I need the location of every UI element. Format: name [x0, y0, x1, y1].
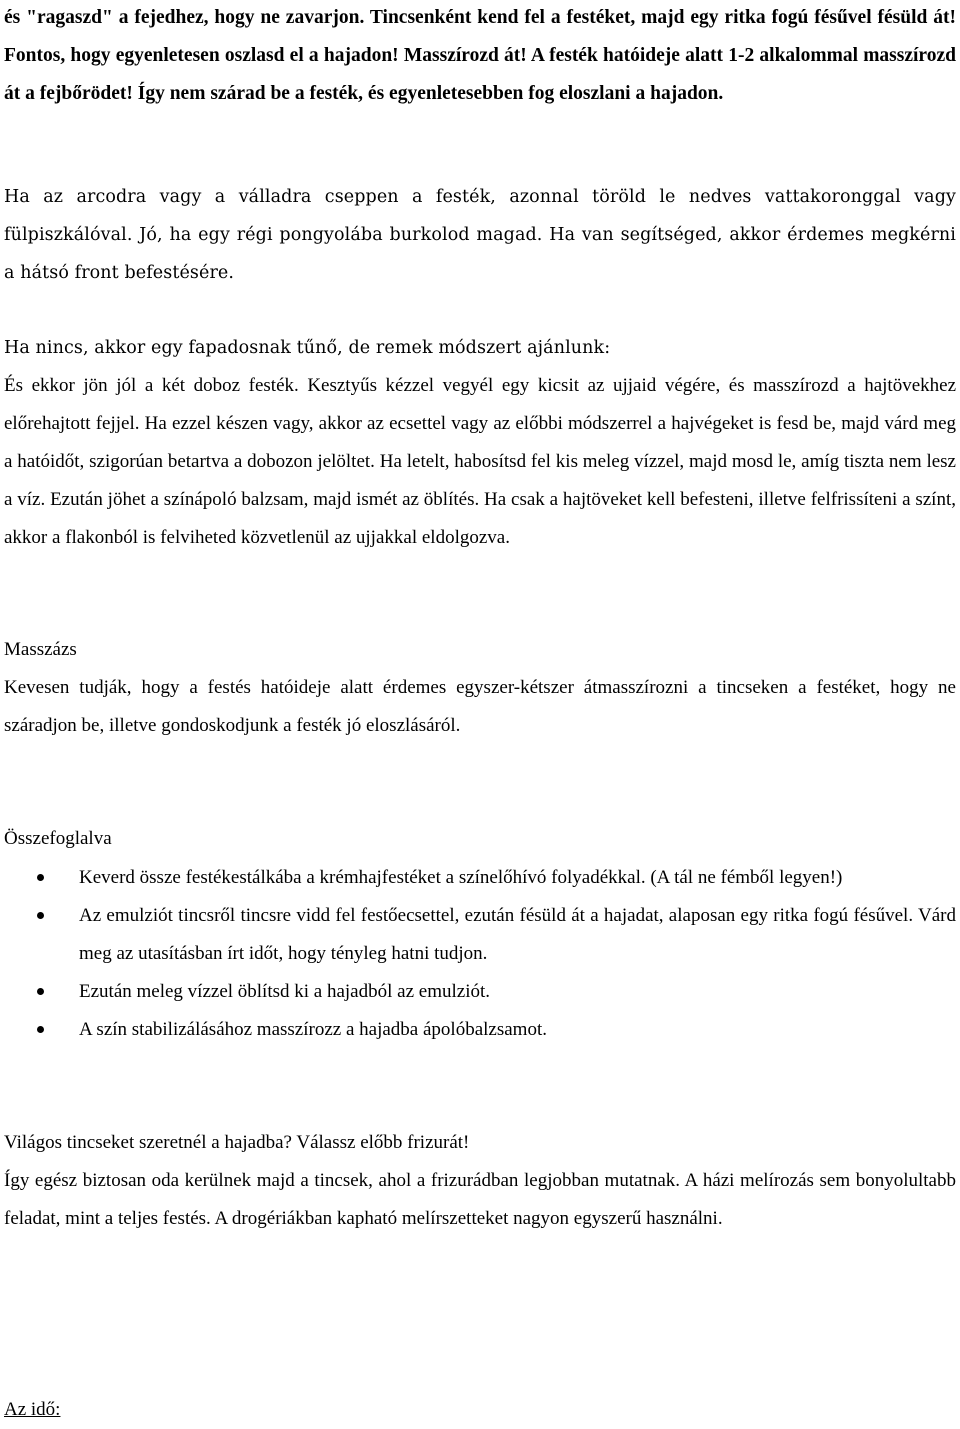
massage-paragraph: Kevesen tudják, hogy a festés hatóideje alatt érdemes egyszer-kétszer átmasszírozni a tincseken a festéket, hogy ne száradjon be, illetve gondoskodjunk a festék jó eloszlásáról.: [4, 677, 956, 736]
list-item-text: A szín stabilizálásához masszírozz a hajadba ápolóbalzsamot.: [79, 1019, 547, 1040]
time-heading: Az idő:: [4, 1399, 61, 1420]
two-boxes-paragraph: És ekkor jön jól a két doboz festék. Kesztyűs kézzel vegyél egy kicsit az ujjaid végére, és masszírozd a hajtövekhez előrehajtott fejjel. Ha ezzel készen vagy, akkor az ecsettel vagy az előbbi módszerrel a hajvégeket is fesd be, majd várd meg a hatóidőt, szigorúan betartva a dobozon jelöltet. Ha letelt, habosítsd fel kis meleg vízzel, majd mosd le, amíg tiszta nem lesz a víz. Ezután jöhet a színápoló balzsam, majd ismét az öblítés. Ha csak a hajtöveket kell befesteni, illetve felfrissíteni a színt, akkor a flakonból is felviheted közvetlenül az ujjakkal eldolgozva.: [4, 375, 956, 548]
shoulder-paragraph: Ha az arcodra vagy a válladra cseppen a festék, azonnal töröld le nedves vattakoronggal vagy fülpiszkálóval. Jó, ha egy régi pongyolába burkolod magad. Ha van segítséged, akkor érdemes megkérni a hátsó front befestésére.: [4, 187, 956, 283]
list-item: [4, 859, 956, 897]
summary-list: [4, 859, 956, 1049]
bullet-icon: [37, 874, 44, 881]
summary-heading: Összefoglalva: [4, 828, 112, 849]
list-item-text: Keverd össze festékestálkába a krémhajfestéket a színelőhívó folyadékkal. (A tál ne fémből legyen!): [79, 867, 843, 888]
highlights-paragraph: Így egész biztosan oda kerülnek majd a tincsek, ahol a frizurádban legjobban mutatnak. A házi melírozás sem bonyolultabb feladat, mint a teljes festés. A drogériákban kapható melírszetteket nagyon egyszerű használni.: [4, 1170, 956, 1229]
massage-heading: Masszázs: [4, 639, 77, 660]
bullet-icon: [37, 912, 44, 919]
intro-paragraph: és "ragaszd" a fejedhez, hogy ne zavarjon. Tincsenként kend fel a festéket, majd egy ritka fogú fésűvel fésüld át! Fontos, hogy egyenletesen oszlasd el a hajadon! Masszírozd át! A festék hatóideje alatt 1-2 alkalommal masszírozd át a fejbőrödet! Így nem szárad be a festék, és egyenletesebben fog eloszlani a hajadon.: [4, 7, 956, 104]
list-item-text: Az emulziót tincsről tincsre vidd fel festőecsettel, ezután fésüld át a hajadat, alaposan egy ritka fogú fésűvel. Várd meg az utasításban írt időt, hogy tényleg hatni tudjon.: [79, 905, 956, 964]
bullet-icon: [37, 988, 44, 995]
highlights-question: Világos tincseket szeretnél a hajadba? Válassz előbb frizurát!: [4, 1132, 470, 1153]
bullet-icon: [37, 1026, 44, 1033]
list-item: [4, 1011, 956, 1049]
no-help-paragraph: Ha nincs, akkor egy fapadosnak tűnő, de remek módszert ajánlunk:: [4, 338, 611, 358]
list-item-text: Ezután meleg vízzel öblítsd ki a hajadból az emulziót.: [79, 981, 490, 1002]
list-item: [4, 897, 956, 973]
list-item: [4, 973, 956, 1011]
